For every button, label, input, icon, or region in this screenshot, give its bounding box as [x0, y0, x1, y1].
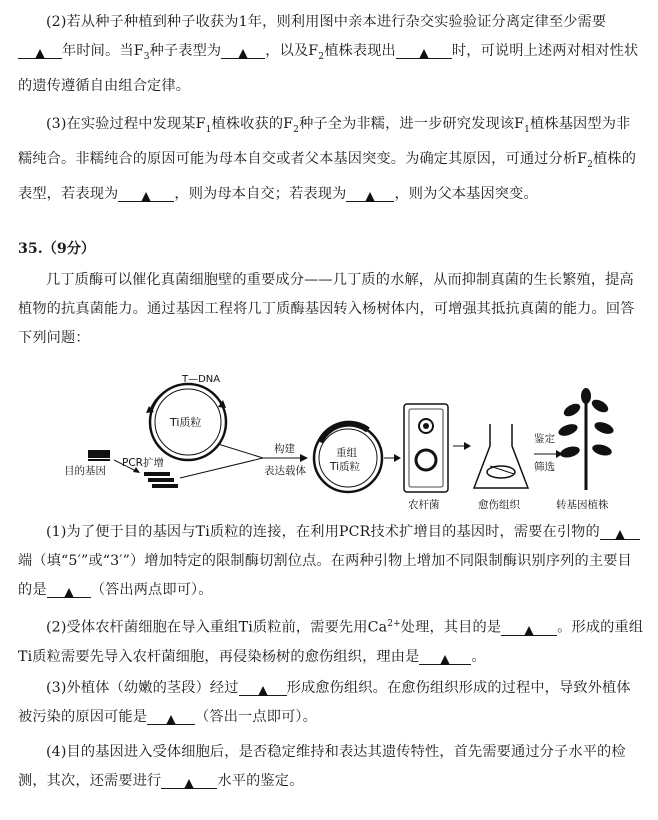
triangle-icon: [365, 192, 375, 202]
target-gene-group: [64, 450, 178, 488]
answer-blank[interactable]: [346, 184, 394, 202]
triangle-icon: [419, 49, 429, 59]
callus-flask: [474, 424, 528, 511]
callus-label: 愈伤组织: [478, 499, 520, 511]
answer-blank[interactable]: [161, 771, 217, 789]
triangle-icon: [238, 49, 248, 59]
answer-blank[interactable]: [419, 647, 471, 665]
triangle-icon: [141, 192, 151, 202]
answer-blank[interactable]: [47, 580, 91, 598]
construct-label-2: 表达载体: [264, 465, 306, 477]
agrobacterium: [404, 404, 448, 511]
triangle-icon: [440, 655, 450, 665]
construct-label-1: 构建: [274, 443, 295, 455]
triangle-icon: [166, 715, 176, 725]
answer-blank[interactable]: [221, 41, 265, 59]
q35-part4: (4)目的基因进入受体细胞后，是否稳定维持和表达其遗传特性，首先需要通过分子水平的检测，其次，还需要进行 水平的鉴定。: [18, 744, 626, 789]
q35-intro: 几丁质酶可以催化真菌细胞壁的重要成分——几丁质的水解，从而抑制真菌的生长繁殖，提高植物的抗真菌能力。通过基因工程将几丁质酶基因转入杨树体内，可增强其抵抗真菌的能力。回答下列问题：: [18, 272, 635, 346]
q35-part3: (3)外植体（幼嫩的茎段）经过 形成愈伤组织。在愈伤组织形成的过程中，导致外植体被污染的原因可能是 （答出一点即可）。: [18, 680, 631, 725]
target-gene-label: 目的基因: [64, 465, 106, 477]
recomb-label-2: Ti质粒: [330, 461, 361, 473]
pcr-label: PCR扩增: [122, 457, 164, 469]
genetic-engineering-diagram: [58, 372, 618, 512]
triangle-icon: [35, 49, 45, 59]
answer-blank[interactable]: [600, 522, 640, 540]
answer-blank[interactable]: [239, 678, 287, 696]
triangle-icon: [615, 530, 625, 540]
transgenic-plant: [556, 388, 615, 511]
identify-label-2: 筛选: [534, 461, 555, 473]
triangle-icon: [258, 686, 268, 696]
answer-blank[interactable]: [501, 618, 557, 636]
triangle-icon: [64, 588, 74, 598]
triangle-icon: [184, 779, 194, 789]
q34-part3: (3)在实验过程中发现某$F_1$植株收获的$F_2$种子全为非糯，进一步研究发现该$F_1$植株基因型为非糯纯合。非糯纯合的原因可能为母本自交或者父本基因突变。为确定其原因，可通过分析$F_2$植株的表型，若表现为 ，则为母本自交；若表现为 ，则为父本基因突变。: [18, 116, 637, 202]
tdna-label: T—DNA: [182, 374, 221, 385]
answer-blank[interactable]: [147, 707, 195, 725]
q35-header: 35.（9分）: [18, 241, 96, 257]
identify-label-1: 鉴定: [534, 433, 555, 445]
q35-part1: (1)为了便于目的基因与Ti质粒的连接，在利用PCR技术扩增目的基因时，需要在引物的端（填“5′”或“3′”）增加特定的限制酶切割位点。在两种引物上增加不同限制酶识别序列的主要目的是 （答出两点即可）。: [18, 518, 644, 605]
transgenic-label: 转基因植株: [556, 499, 609, 511]
answer-blank[interactable]: [396, 41, 452, 59]
ti-plasmid: [146, 374, 226, 460]
agro-label: 农杆菌: [408, 499, 440, 511]
ti-plasmid-label: Ti质粒: [170, 416, 202, 429]
recombinant-plasmid: [314, 424, 382, 492]
recomb-label-1: 重组: [336, 447, 357, 459]
triangle-icon: [524, 626, 534, 636]
answer-blank[interactable]: [118, 184, 174, 202]
q35-part2: (2)受体农杆菌细胞在导入重组Ti质粒前，需要先用$Ca^{2+}$处理，其目的是 。形成的重组Ti质粒需要先导入农杆菌细胞，再侵染杨树的愈伤组织，理由是 。: [18, 619, 644, 665]
answer-blank[interactable]: [18, 41, 62, 59]
q34-part2: (2)若从种子种植到种子收获为1年，则利用图中亲本进行杂交实验验证分离定律至少需要年时间。当$F_3$种子表型为 ，以及$F_2$植株表现出 时，可说明上述两对相对性状的遗传遵循自由组合定律。: [18, 14, 639, 94]
